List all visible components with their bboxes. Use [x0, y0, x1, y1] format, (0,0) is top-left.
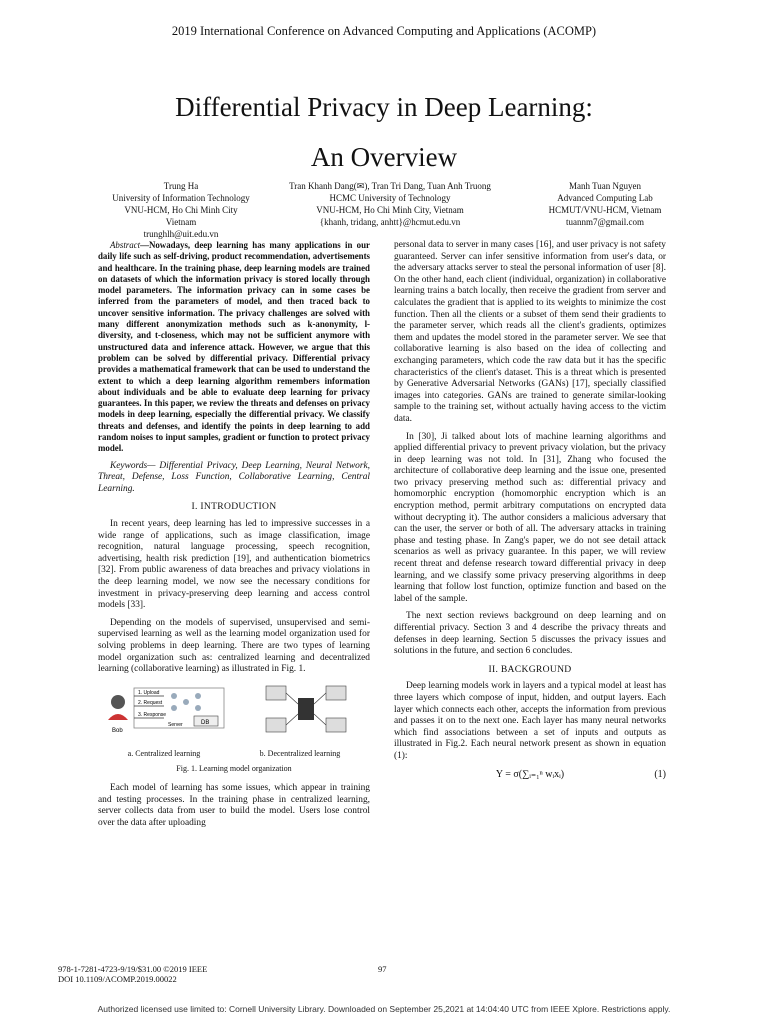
- author-line: HCMC University of Technology: [329, 193, 451, 203]
- subcaption-b: b. Decentralized learning: [259, 748, 341, 758]
- author-email: tuannm7@gmail.com: [565, 217, 645, 227]
- figure-1-caption: Fig. 1. Learning model organization: [176, 764, 292, 774]
- link: [286, 714, 298, 725]
- centralized-diagram: [108, 688, 224, 734]
- network-node: [195, 693, 201, 699]
- intro-paragraph-3: Each model of learning has some issues, which appear in training and testing processes. In the training phase in centralized learning, server collects data from user to build the model. Users lose control over the data after uploading: [98, 782, 370, 828]
- equation-number: (1): [654, 768, 666, 780]
- decentralized-diagram: [266, 686, 346, 732]
- right-column: [394, 240, 666, 786]
- equation-1: [394, 769, 666, 781]
- page-number: 97: [378, 964, 387, 974]
- author-line: University of Information Technology: [112, 193, 250, 203]
- right-paragraph-2: In [30], Ji talked about lots of machine learning algorithms and applied differential privacy to prevent privacy violation, but the privacy in deep learning was not told. In [31], Zhang who focused the architecture of collaborative deep learning and the issue one, presented two privacy preserving method such as: differential privacy and homomorphic encryption (homomorphic encryption which is an encryption method, permit arbitrary computations on encrypted data without decrypting it). The author considers a malicious adversary that can the user, the server or both of all. The adversary attacks in training phase and testing phase. In Zang's paper, we do not see detail attack scenarios as well as privacy guarantee. In this paper, we will review recent threat and defense research toward differential privacy in deep learning, and we classify some privacy preserving algorithms in deep learning that follow lost function, optimize function and based on the label of the sample.: [394, 431, 666, 604]
- participant-box: [326, 718, 346, 732]
- response-label: 3. Response: [138, 711, 167, 718]
- equation-text: Y = σ(∑ᵢ₌₁ⁿ wᵢxᵢ): [495, 768, 565, 780]
- author-block-2: [272, 180, 508, 228]
- license-notice: Authorized licensed use limited to: Cornell University Library. Downloaded on September 25,2021 at 14:04:40 UTC from IEEE Xplore. Restrictions apply.: [97, 1004, 671, 1014]
- footer-left: [58, 964, 207, 984]
- section-heading-background: II. BACKGROUND: [488, 663, 572, 675]
- abstract-label: Abstract: [110, 240, 141, 250]
- author-email: {khanh, tridang, anhtt}@hcmut.edu.vn: [319, 217, 461, 227]
- intro-paragraph-1: In recent years, deep learning has led to impressive successes in a wide range of applications, such as image classification, image recognition, natural language processing, speech recognition, advertising, health risk prediction [19], and authentication biometrics [32]. From public awareness of data breaches and privacy violations in the deep learning model, we now see the necessary conditions for investment in privacy-preserving deep learning and access control models [33].: [98, 519, 370, 611]
- author-line: Trung Ha: [163, 181, 199, 191]
- intro-paragraph-2: Depending on the models of supervised, unsupervised and semi-supervised learning as well as the learning model organization used for solving problems in deep learning. There are two types of learning model organization such as: centralized learning and decentralized learning (collaborative learning) as illustrated in Fig. 1.: [98, 617, 370, 675]
- figure-1: [98, 682, 370, 746]
- abstract: [98, 240, 370, 455]
- network-node: [171, 693, 177, 699]
- subcaption-a: a. Centralized learning: [127, 748, 201, 758]
- bob-label: Bob: [112, 727, 123, 734]
- figure-1-diagram: [98, 682, 370, 746]
- figure-1-subcaptions: [98, 748, 370, 760]
- abstract-text: —Nowadays, deep learning has many applications in our daily life such as self-driving, product recommendation, advertisements and healthcare. In the training phase, deep learning models are trained on datasets of which the information privacy is stored locally through model parameters. The information privacy can in some cases be inferred from the parameters of model, and then traced back to uncover sensitive information. The privacy challenges are solved with many different anonymization methods such as k-anonymity, l-diversity, and t-closeness, which may not be sufficient anymore with unstructured data and inference attack. However, we argue that this problem can be solved by differential privacy. Differential privacy provides a mathematical framework that can be used to understand the extent to which a deep learning algorithm remembers information about individuals and be able to evaluate deep learning for privacy guarantees. In this paper, we review the threats and defenses on privacy models in deep learning, especially the differential privacy. We classify threats and defenses, and identify the points in deep learning to add random noises to input samples, gradient or function to protect privacy model.: [98, 240, 370, 454]
- section-heading-introduction: I. INTRODUCTION: [191, 501, 277, 513]
- author-line: Tran Khanh Dang(✉), Tran Tri Dang, Tuan Anh Truong: [289, 181, 491, 191]
- doi-line: DOI 10.1109/ACOMP.2019.00022: [58, 974, 177, 984]
- request-label: 2. Request: [138, 699, 163, 706]
- author-line: Vietnam: [165, 217, 197, 227]
- link: [314, 714, 326, 725]
- left-column: [98, 240, 370, 835]
- keywords: Keywords— Differential Privacy, Deep Learning, Neural Network, Threat, Defense, Loss Function, Collaborative Learning, Central Learning.: [98, 460, 370, 494]
- author-block-3: [520, 180, 690, 228]
- right-paragraph-1: personal data to server in many cases [16], and user privacy is not safety guaranteed. Server can infer sensitive information from user's data, or the adversary attacks server to steal the personal information of user [8]. On the other hand, each client (individual, organization) in collaborative learning trains a batch locally, then receive the gradient from server and calculates the gradient that is applied to its weights to minimize the cost function. Then all the clients or a subset of them send their gradients to the parameter server, which reads all the client's gradients, optimizes them and updates the model stored in the parameter server. We see that collaborative learning is also based on the idea of collecting and exchanging parameters, which code the raw data but it has the specific characteristics of the client's dataset. This is a threat which is presented by Generative Adversarial Networks (GANs) [17], specially classified images into categories. GANs are trained to generate similar-looking sample to the training set, without actually having access to the victim data.: [394, 240, 666, 424]
- participant-box: [326, 686, 346, 700]
- upload-label: 1. Upload: [138, 689, 160, 696]
- link: [286, 693, 298, 704]
- background-paragraph-1: Deep learning models work in layers and a typical model at least has three layers which compose of input, hidden, and output layers. Each layer which connects each other, accepts the information from previous and passes it on to the next one. Each layer has many neural networks which find associations between a set of inputs and outputs as illustrated in Fig.2. Each neural network present as shown in equation (1):: [394, 681, 666, 761]
- participant-box: [266, 718, 286, 732]
- right-paragraph-3: The next section reviews background on deep learning and on differential privacy. Section 3 and 4 describe the privacy threats and defenses in deep learning. Section 5 discusses the privacy issues and solutions in the future, and section 6 concludes.: [394, 611, 666, 657]
- author-line: Manh Tuan Nguyen: [568, 181, 641, 191]
- author-line: HCMUT/VNU-HCM, Vietnam: [548, 205, 662, 215]
- participant-box: [266, 686, 286, 700]
- network-node: [195, 705, 201, 711]
- user-body-icon: [108, 714, 128, 720]
- db-label: DB: [201, 719, 210, 726]
- isbn-line: 978-1-7281-4723-9/19/$31.00 ©2019 IEEE: [58, 964, 208, 974]
- author-line: Advanced Computing Lab: [557, 193, 653, 203]
- user-icon: [111, 695, 125, 709]
- server-tower-icon: [298, 698, 314, 720]
- author-email: trunghlh@uit.edu.vn: [143, 229, 219, 239]
- network-node: [183, 699, 189, 705]
- author-block-1: [86, 180, 276, 240]
- author-line: VNU-HCM, Ho Chi Minh City, Vietnam: [316, 205, 464, 215]
- network-node: [171, 705, 177, 711]
- conference-header: 2019 International Conference on Advanced Computing and Applications (ACOMP): [171, 24, 597, 38]
- author-line: VNU-HCM, Ho Chi Minh City: [124, 205, 238, 215]
- server-label: Server: [168, 721, 183, 728]
- paper-title-line2: An Overview: [310, 142, 458, 172]
- link: [314, 693, 326, 704]
- paper-title-line1: Differential Privacy in Deep Learning:: [175, 92, 593, 122]
